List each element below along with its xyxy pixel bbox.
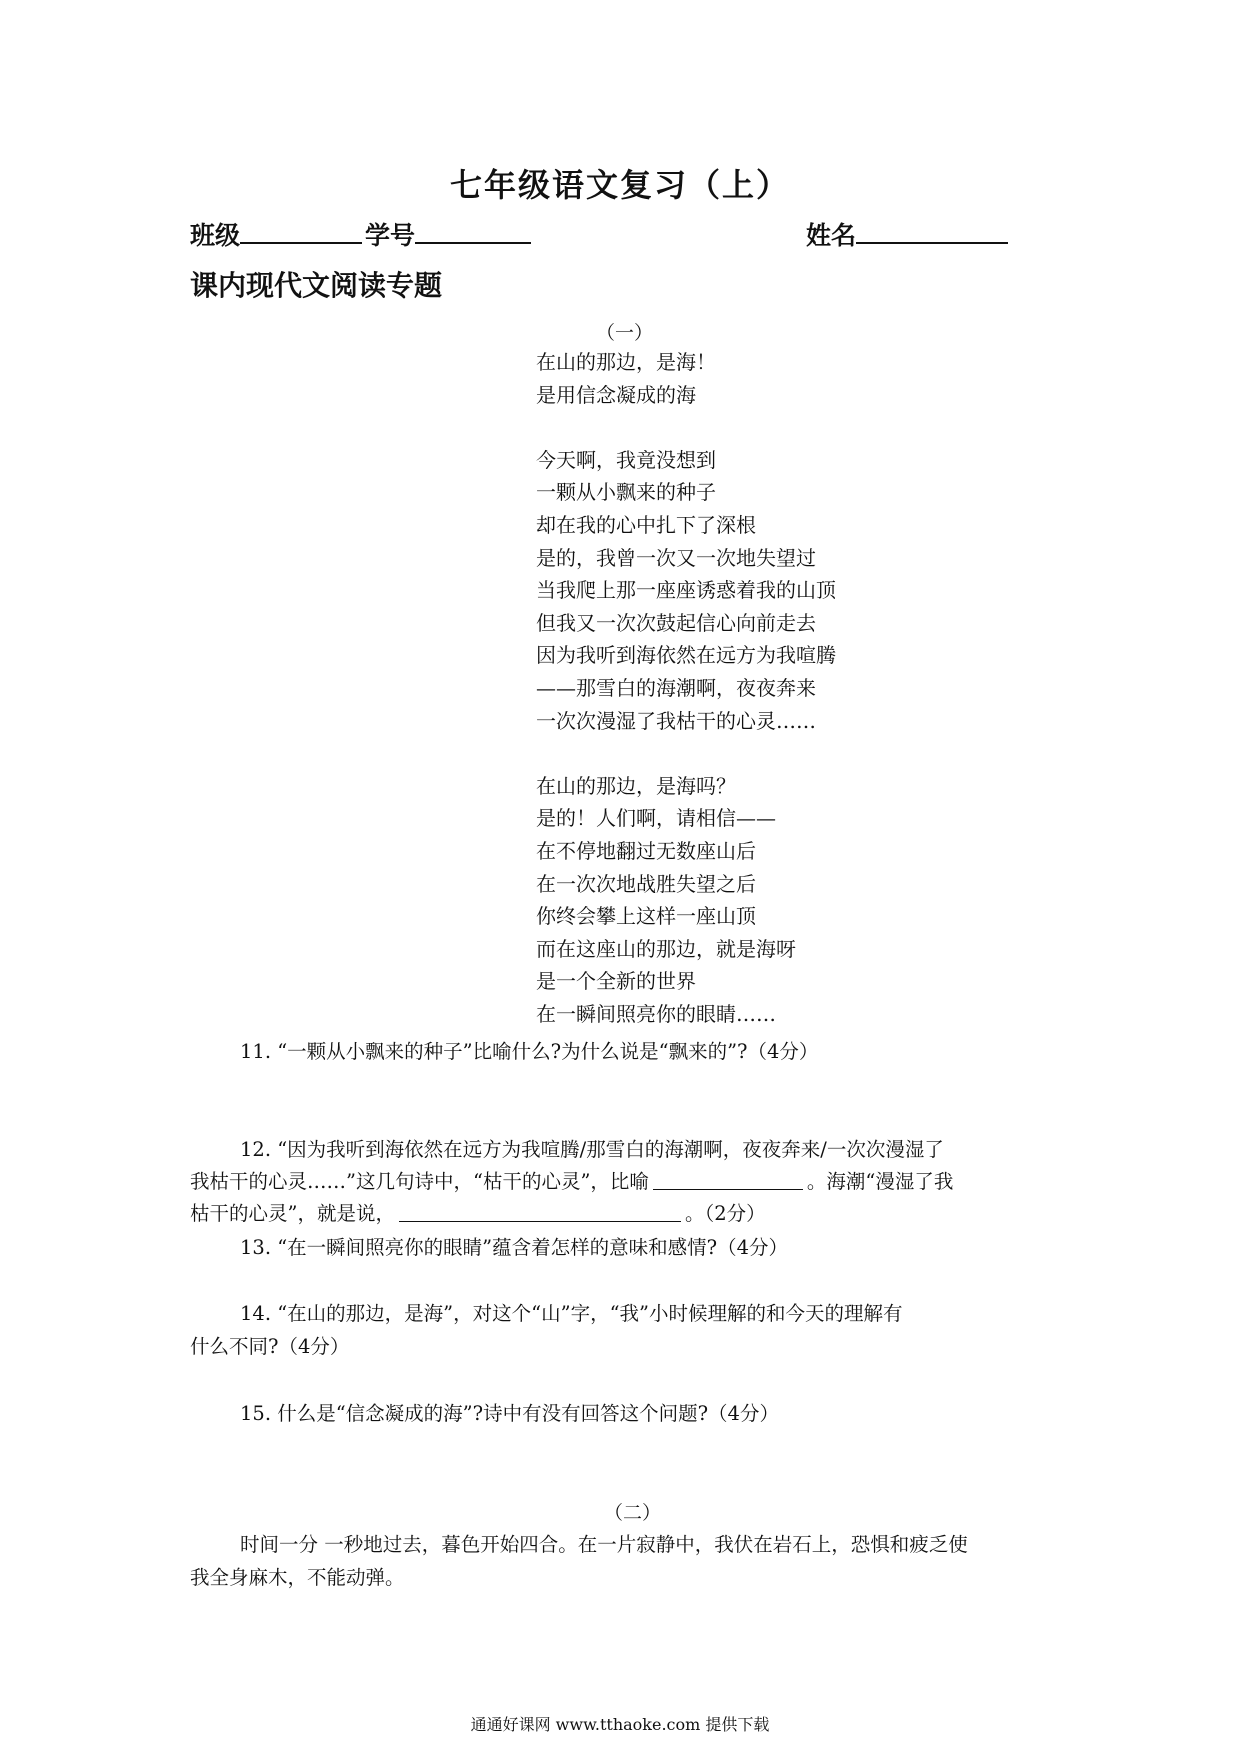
poem-line: 而在这座山的那边，就是海呀 bbox=[536, 936, 796, 961]
student-no-blank bbox=[415, 220, 531, 244]
question-11: 11. “一颗从小飘来的种子”比喻什么?为什么说是“飘来的”?（4分） bbox=[240, 1040, 819, 1063]
poem-line: 在山的那边，是海吗？ bbox=[536, 773, 736, 798]
class-field bbox=[190, 216, 362, 252]
poem-line: 今天啊，我竟没想到 bbox=[536, 447, 716, 472]
poem-line: 但我又一次次鼓起信心向前走去 bbox=[536, 610, 816, 635]
student-no-label: 学号 bbox=[365, 221, 416, 250]
name-field bbox=[806, 216, 1008, 252]
poem-line: 在一次次地战胜失望之后 bbox=[536, 871, 756, 896]
poem-line: 当我爬上那一座座诱惑着我的山顶 bbox=[536, 578, 836, 603]
class-blank bbox=[240, 220, 362, 244]
poem-line: 在不停地翻过无数座山后 bbox=[536, 838, 756, 863]
question-14-line2: 什么不同?（4分） bbox=[190, 1335, 350, 1358]
poem-line: 因为我听到海依然在远方为我喧腾 bbox=[536, 643, 836, 668]
poem-line: 一颗从小飘来的种子 bbox=[536, 480, 716, 505]
poem-line: 一次次漫湿了我枯干的心灵…… bbox=[536, 708, 816, 733]
part2-label: （二） bbox=[604, 1502, 662, 1524]
question-12-text-d: 。（2分） bbox=[684, 1202, 766, 1225]
question-12-text-c: 枯干的心灵”，就是说， bbox=[190, 1202, 395, 1225]
footer-download-note: 通通好课网 www.tthaoke.com 提供下载 bbox=[470, 1715, 770, 1734]
name-label: 姓名 bbox=[806, 221, 857, 250]
poem-line: 是一个全新的世界 bbox=[536, 969, 696, 994]
answer-blank-1 bbox=[653, 1169, 803, 1190]
poem-line bbox=[536, 411, 836, 444]
question-12-line2 bbox=[190, 1166, 953, 1194]
poem-line: 是用信念凝成的海 bbox=[536, 382, 696, 407]
poem-line: 是的！人们啊，请相信—— bbox=[536, 806, 776, 831]
question-12-text-a: 我枯干的心灵……”这几句诗中，“枯干的心灵”，比喻 bbox=[190, 1170, 649, 1193]
name-blank bbox=[856, 220, 1008, 244]
poem-line: 却在我的心中扎下了深根 bbox=[536, 512, 756, 537]
class-label: 班级 bbox=[190, 221, 241, 250]
question-14-line1: 14. “在山的那边，是海”，对这个“山”字，“我”小时候理解的和今天的理解有 bbox=[240, 1302, 903, 1325]
question-12-line1: 12. “因为我听到海依然在远方为我喧腾/那雪白的海潮啊，夜夜奔来/一次次漫湿了 bbox=[240, 1138, 944, 1161]
question-12-text-b: 。海潮“漫湿了我 bbox=[806, 1170, 954, 1193]
part2-paragraph-line2: 我全身麻木，不能动弹。 bbox=[190, 1566, 405, 1589]
poem-line: 在一瞬间照亮你的眼睛…… bbox=[536, 1001, 776, 1026]
poem-line bbox=[536, 737, 836, 770]
poem-line: 你终会攀上这样一座山顶 bbox=[536, 904, 756, 929]
part1-label: （一） bbox=[596, 322, 654, 344]
student-no-field bbox=[365, 216, 531, 252]
page-title: 七年级语文复习（上） bbox=[449, 166, 790, 204]
section-title: 课内现代文阅读专题 bbox=[190, 269, 443, 302]
poem bbox=[536, 346, 836, 1030]
poem-line: ——那雪白的海潮啊，夜夜奔来 bbox=[536, 675, 816, 700]
question-15: 15. 什么是“信念凝成的海”?诗中有没有回答这个问题?（4分） bbox=[240, 1402, 779, 1425]
poem-line: 在山的那边，是海！ bbox=[536, 350, 716, 374]
answer-blank-2 bbox=[399, 1201, 681, 1222]
question-12-line3 bbox=[190, 1198, 766, 1226]
part2-paragraph-line1: 时间一分 一秒地过去，暮色开始四合。在一片寂静中，我伏在岩石上，恐惧和疲乏使 bbox=[240, 1533, 968, 1556]
question-13: 13. “在一瞬间照亮你的眼睛”蕴含着怎样的意味和感情?（4分） bbox=[240, 1236, 789, 1259]
poem-line: 是的，我曾一次又一次地失望过 bbox=[536, 545, 816, 570]
